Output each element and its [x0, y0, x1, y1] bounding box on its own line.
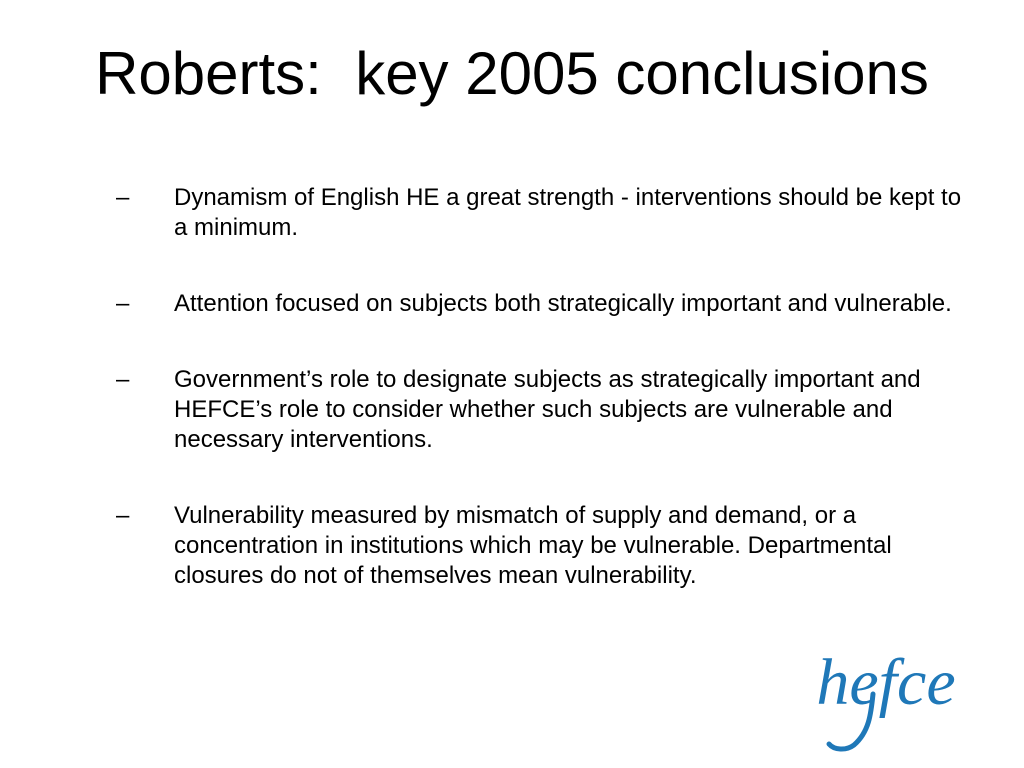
bullet-text: Attention focused on subjects both strategically important and vulnerable. [174, 290, 952, 317]
bullet-dash: – [116, 290, 130, 317]
svg-text:hefce: hefce [816, 646, 956, 719]
slide-title: Roberts: key 2005 conclusions [95, 40, 929, 107]
bullet-dash: – [116, 184, 130, 211]
bullet-dash: – [116, 366, 130, 393]
bullet-text: Government’s role to designate subjects as strategically important and HEFCE’s role to consider whether such subjects are vulnerable and necessary interventions. [174, 366, 921, 453]
bullet-item [108, 289, 978, 319]
hefce-logo [812, 640, 962, 755]
bullet-text: Vulnerability measured by mismatch of supply and demand, or a concentration in institutions which may be vulnerable. Departmental closures do not of themselves mean vulnerability. [174, 502, 892, 589]
bullet-dash: – [116, 502, 130, 529]
bullet-list [108, 183, 978, 591]
bullet-item [108, 365, 978, 455]
bullet-text: Dynamism of English HE a great strength - interventions should be kept to a minimum. [174, 184, 962, 241]
bullet-item [108, 501, 978, 591]
bullet-item [108, 183, 978, 243]
